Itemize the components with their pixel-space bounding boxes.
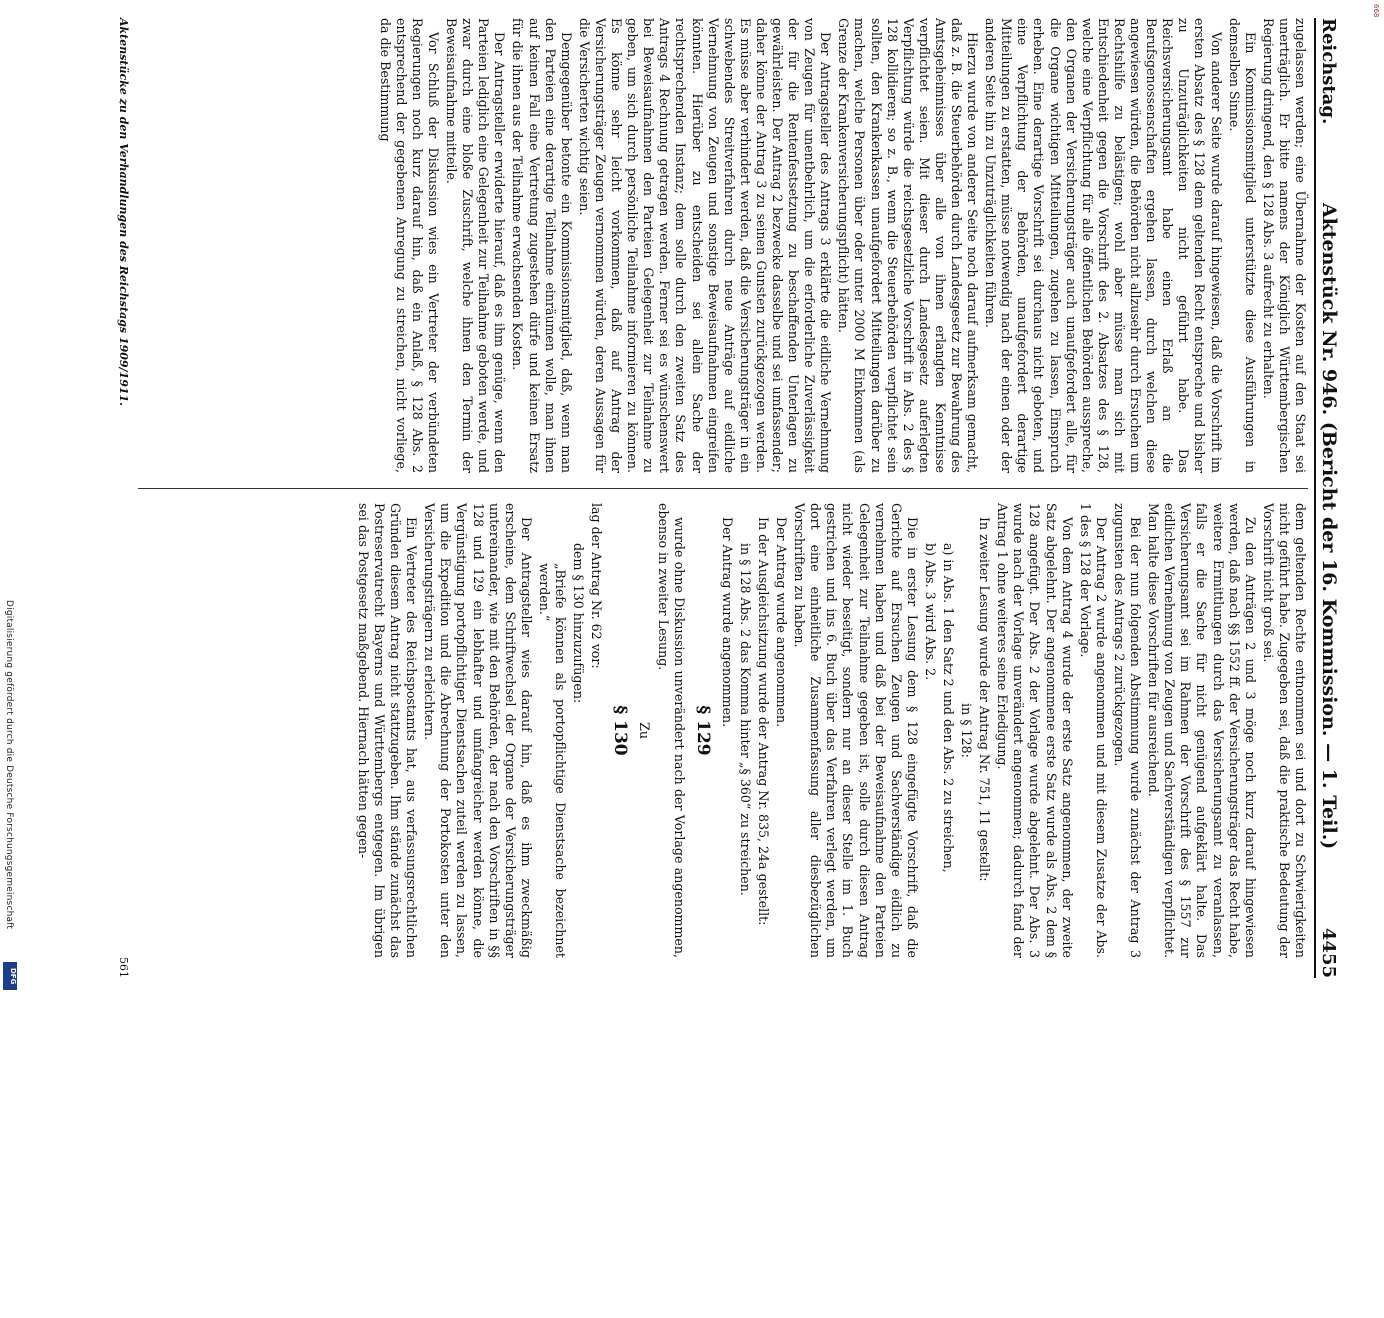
page-content (62, 18, 1352, 978)
column-divider (138, 488, 1308, 489)
page-header (1314, 18, 1352, 978)
paragraph: Der Antrag wurde angenommen. (774, 517, 790, 728)
footer-page-number: 561 (117, 957, 130, 978)
digitization-note: Digitalisierung gefördert durch die Deutsche Forschungsgemeinschaft (4, 600, 14, 930)
section-heading-130: § 130 (610, 705, 631, 756)
paragraph: wurde ohne Diskussion unverändert nach der Vorlage angenommen, ebenso in zweiter Lesung. (655, 503, 687, 958)
footer-title: Aktenstücke zu den Verhandlungen des Reichstags 1909/1911. (117, 18, 130, 406)
motion-item: in § 128 Abs. 2 das Komma hinter „§ 360“ zu streichen. (737, 543, 753, 896)
motion-item: b) Abs. 3 wird Abs. 2. (922, 543, 938, 681)
page-number: 4455 (1318, 927, 1339, 978)
paragraph: In der Ausgleichsitzung wurde der Antrag Nr. 835, 24a gestellt: (756, 517, 771, 926)
motion-item: dem § 130 hinzuzufügen: (571, 543, 587, 704)
motion-heading: in § 128: (959, 703, 975, 758)
catalog-code: 668 (1372, 4, 1380, 18)
left-column (375, 18, 1308, 473)
paragraph: zugelassen werden; eine Übernahme der Kosten auf den Staat sei unerträglich. Er bitte namens der Königlich Württembergischen Regierung dringend, den § 128 Abs. 3 aufrecht zu erhalten. (1260, 18, 1308, 473)
paragraph: Von dem Antrag 4 wurde der erste Satz angenommen, der zweite Satz abgelehnt. Der angenommene erste Satz wurde als Abs. 2 dem § 128 angefügt. Der Abs. 2 der Vorlage wurde abgelehnt. Der Abs. 3 wurde nach der Vorlage unverändert angenommen; dadurch fand der Antrag 1 ohne weiteres seine Erledigung. (995, 503, 1075, 958)
header-title: Aktenstück Nr. 946. (Bericht der 16. Kommission. — 1. Teil.) (1318, 202, 1340, 850)
paragraph: Ein Vertreter des Reichspostamts hat, aus verfassungsrechtlichen Gründen diesem Antrag nicht stattzugeben. Ihm stände zunächst das Postreservatrecht Bayerns und Württembergs entgegen. Im übrigen sei das Postgesetz maßgebend. Hiernach hätten gegen- (355, 503, 420, 958)
paragraph: Die in erster Lesung dem § 128 eingefügte Vorschrift, daß die Gerichte auf Ersuchen Zeugen und Sachverständige eidlich zu vernehmen haben und daß bei der Beweisaufnahme den Parteien Gelegenheit zur Teilnahme gegeben ist, solle durch diesen Antrag nicht wieder beseitigt, sondern nur an dieser Stelle im 1. Buch gestrichen und ins 6. Buch über das Verfahren verlegt werden, um dort eine einheitliche Zusammenfassung aller diesbezüglichen Vorschriften zu haben. (792, 503, 920, 958)
paragraph: Zu den Anträgen 2 und 3 möge noch kurz darauf hingewiesen werden, daß nach §§ 1552 ff. der Versicherungsträger das Recht habe, weitere Ermittlungen durch das Versicherungsamt zu veranlassen, falls er die Sache für nicht genügend aufgeklärt halte. Das Versicherungsamt sei im Rahmen der Vorschrift des § 1557 zur eidlichen Vernehmung von Zeugen und Sachverständigen verpflichtet. Man halte diese Vorschriften für ausreichend. (1146, 503, 1258, 958)
paragraph: dem geltenden Rechte entnommen sei und dort zu Schwierigkeiten nicht geführt habe. Zugegeben sei, daß die praktische Bedeutung der Vorschrift nicht groß sei. (1260, 503, 1308, 958)
motion-quote: „Briefe können als portopflichtige Dienstsache bezeichnet werden.“ (536, 563, 569, 958)
paragraph: Demgegenüber betonte ein Kommissionsmitglied, daß, wenn man den Parteien eine derartige Teilnahme einräumen wolle, man ihnen auf keinen Fall eine Vertretung zugestehen dürfe und keinen Ersatz für die ihnen aus der Teilnahme erwachsenden Kosten. (510, 18, 574, 473)
paragraph: Bei der nun folgenden Abstimmung wurde zunächst der Antrag 3 zugunsten des Antrags 2 zurückgezogen. (1111, 503, 1144, 958)
paragraph: In zweiter Lesung wurde der Antrag Nr. 751, 11 gestellt: (977, 517, 993, 882)
header-left: Reichstag. (1318, 18, 1339, 125)
right-column (353, 503, 1308, 958)
paragraph: Vor Schluß der Diskussion wies ein Vertreter der verbündeten Regierungen noch kurz darauf hin, daß ein Anlaß, § 128 Abs. 2 entsprechend der gegebenen Anregung zu streichen, nicht vorliege, da die Bestimmung (377, 18, 442, 473)
section-intro: Zu (637, 722, 653, 739)
paragraph: Der Antrag wurde angenommen. (719, 517, 735, 728)
paragraph: Der Antragsteller wies darauf hin, daß es ihm zweckmäßig erscheine, dem Schriftwechsel der Organe der Versicherungsträger untereinander, wie mit den Behörden, der nach den Vorschriften in §§ 128 und 129 ein lebhafter und umfangreicher werden könne, die Vergünstigung portopflichtiger Dienstsachen zuteil werden zu lassen, um die Expedition und die Abrechnung der Portokosten unter den Versicherungsträgern zu erleichtern. (422, 503, 534, 958)
section-heading-129: § 129 (692, 705, 713, 756)
page-footer (117, 18, 130, 978)
paragraph: Der Antragsteller des Antrags 3 erklärte die eidliche Vernehmung von Zeugen für unentbehrlich, um die erforderliche Zuverlässigkeit der für die Rentenfestsetzung zu beschaffenden Unterlagen zu gewährleisten. Der Antrag 2 bezwecke dasselbe und sei umfassender; daher könne der Antrag 3 zu seinen Gunsten zurückgezogen werden. Es müsse aber verhindert werden, daß die Versicherungsträger in ein schwebendes Streitverfahren durch neue Anträge auf eidliche Vernehmung von Zeugen und sonstige Beweisaufnahmen eingreifen könnten. Hierüber zu entscheiden sei allein Sache der rechtsprechenden Instanz; dem solle durch den zweiten Satz des Antrags 4 Rechnung getragen werden. Ferner sei es wünschenswert bei Beweisaufnahmen den Parteien Gelegenheit zur Teilnahme zu geben, um sich durch persönliche Teilnahme informieren zu können. Es könne sehr leicht vorkommen, daß auf Antrag der Versicherungsträger Zeugen vernommen würden, deren Aussagen für die Versicherten wichtig seien. (576, 18, 834, 473)
paragraph: Hierzu wurde von anderer Seite noch darauf aufmerksam gemacht, daß z. B. die Steuerbehörden durch Landesgesetz zur Bewahrung des Amtsgeheimnisses über alle von ihnen erlangten Kenntnisse verpflichtet seien. Mit dieser durch Landesgesetz auferlegten Verpflichtung würde die reichsgesetzliche Vorschrift in Abs. 2 des § 128 kollidieren; so z. B., wenn die Steuerbehörden verpflichtet sein sollten, den Krankenkassen unaufgefordert Mitteilungen darüber zu machen, welche Personen über oder unter 2000 M Einkommen (als Grenze der Krankenversicherungspflicht) hätten. (836, 18, 981, 473)
paragraph: Der Antragsteller erwiderte hierauf, daß es ihm genüge, wenn den Parteien lediglich eine Gelegenheit zur Teilnahme geboten werde, und zwar durch eine bloße Zuschrift, welche ihnen den Termin der Beweisaufnahme mitteile. (444, 18, 508, 473)
rotated-page (117, 18, 1352, 1318)
paragraph: Ein Kommissionsmitglied unterstützte diese Ausführungen in demselben Sinne. (1226, 18, 1258, 473)
motion-item: a) in Abs. 1 den Satz 2 und den Abs. 2 zu streichen, (941, 543, 957, 873)
paragraph: Der Antrag 2 wurde angenommen und mit diesem Zusatze der Abs. 1 des § 128 der Vorlage. (1077, 503, 1109, 958)
paragraph: lag der Antrag Nr. 62 vor: (589, 503, 605, 669)
paragraph: Von anderer Seite wurde darauf hingewiesen, daß die Vorschrift im ersten Absatz des § 128 dem geltenden Recht entspreche und bisher zu Unzuträglichkeiten nicht geführt habe. Das Reichsversicherungsamt habe einen Erlaß an die Berufsgenossenschaften ergehen lassen, durch welchen diese angewiesen würden, die Behörden nicht allzusehr durch Ersuchen um Rechtshilfe zu belästigen; wohl aber müsse man sich mit Entschiedenheit gegen die Vorschrift des 2. Absatzes des § 128, welche eine Verpflichtung für alle öffentlichen Behörden ausspreche, den Organen der Versicherungsträger auch unaufgefordert alle, für die Organe wichtigen Mitteilungen, zugehen zu lassen, Einspruch erheben. Eine derartige Vorschrift sei durchaus nicht geboten, und eine Verpflichtung der Behörden, unaufgefordert derartige Mitteilungen zu erstatten, müsse notwendig nach der einen oder der anderen Seite hin zu Unzuträglichkeiten führen. (983, 18, 1224, 473)
dfg-logo: DFG (3, 962, 17, 990)
